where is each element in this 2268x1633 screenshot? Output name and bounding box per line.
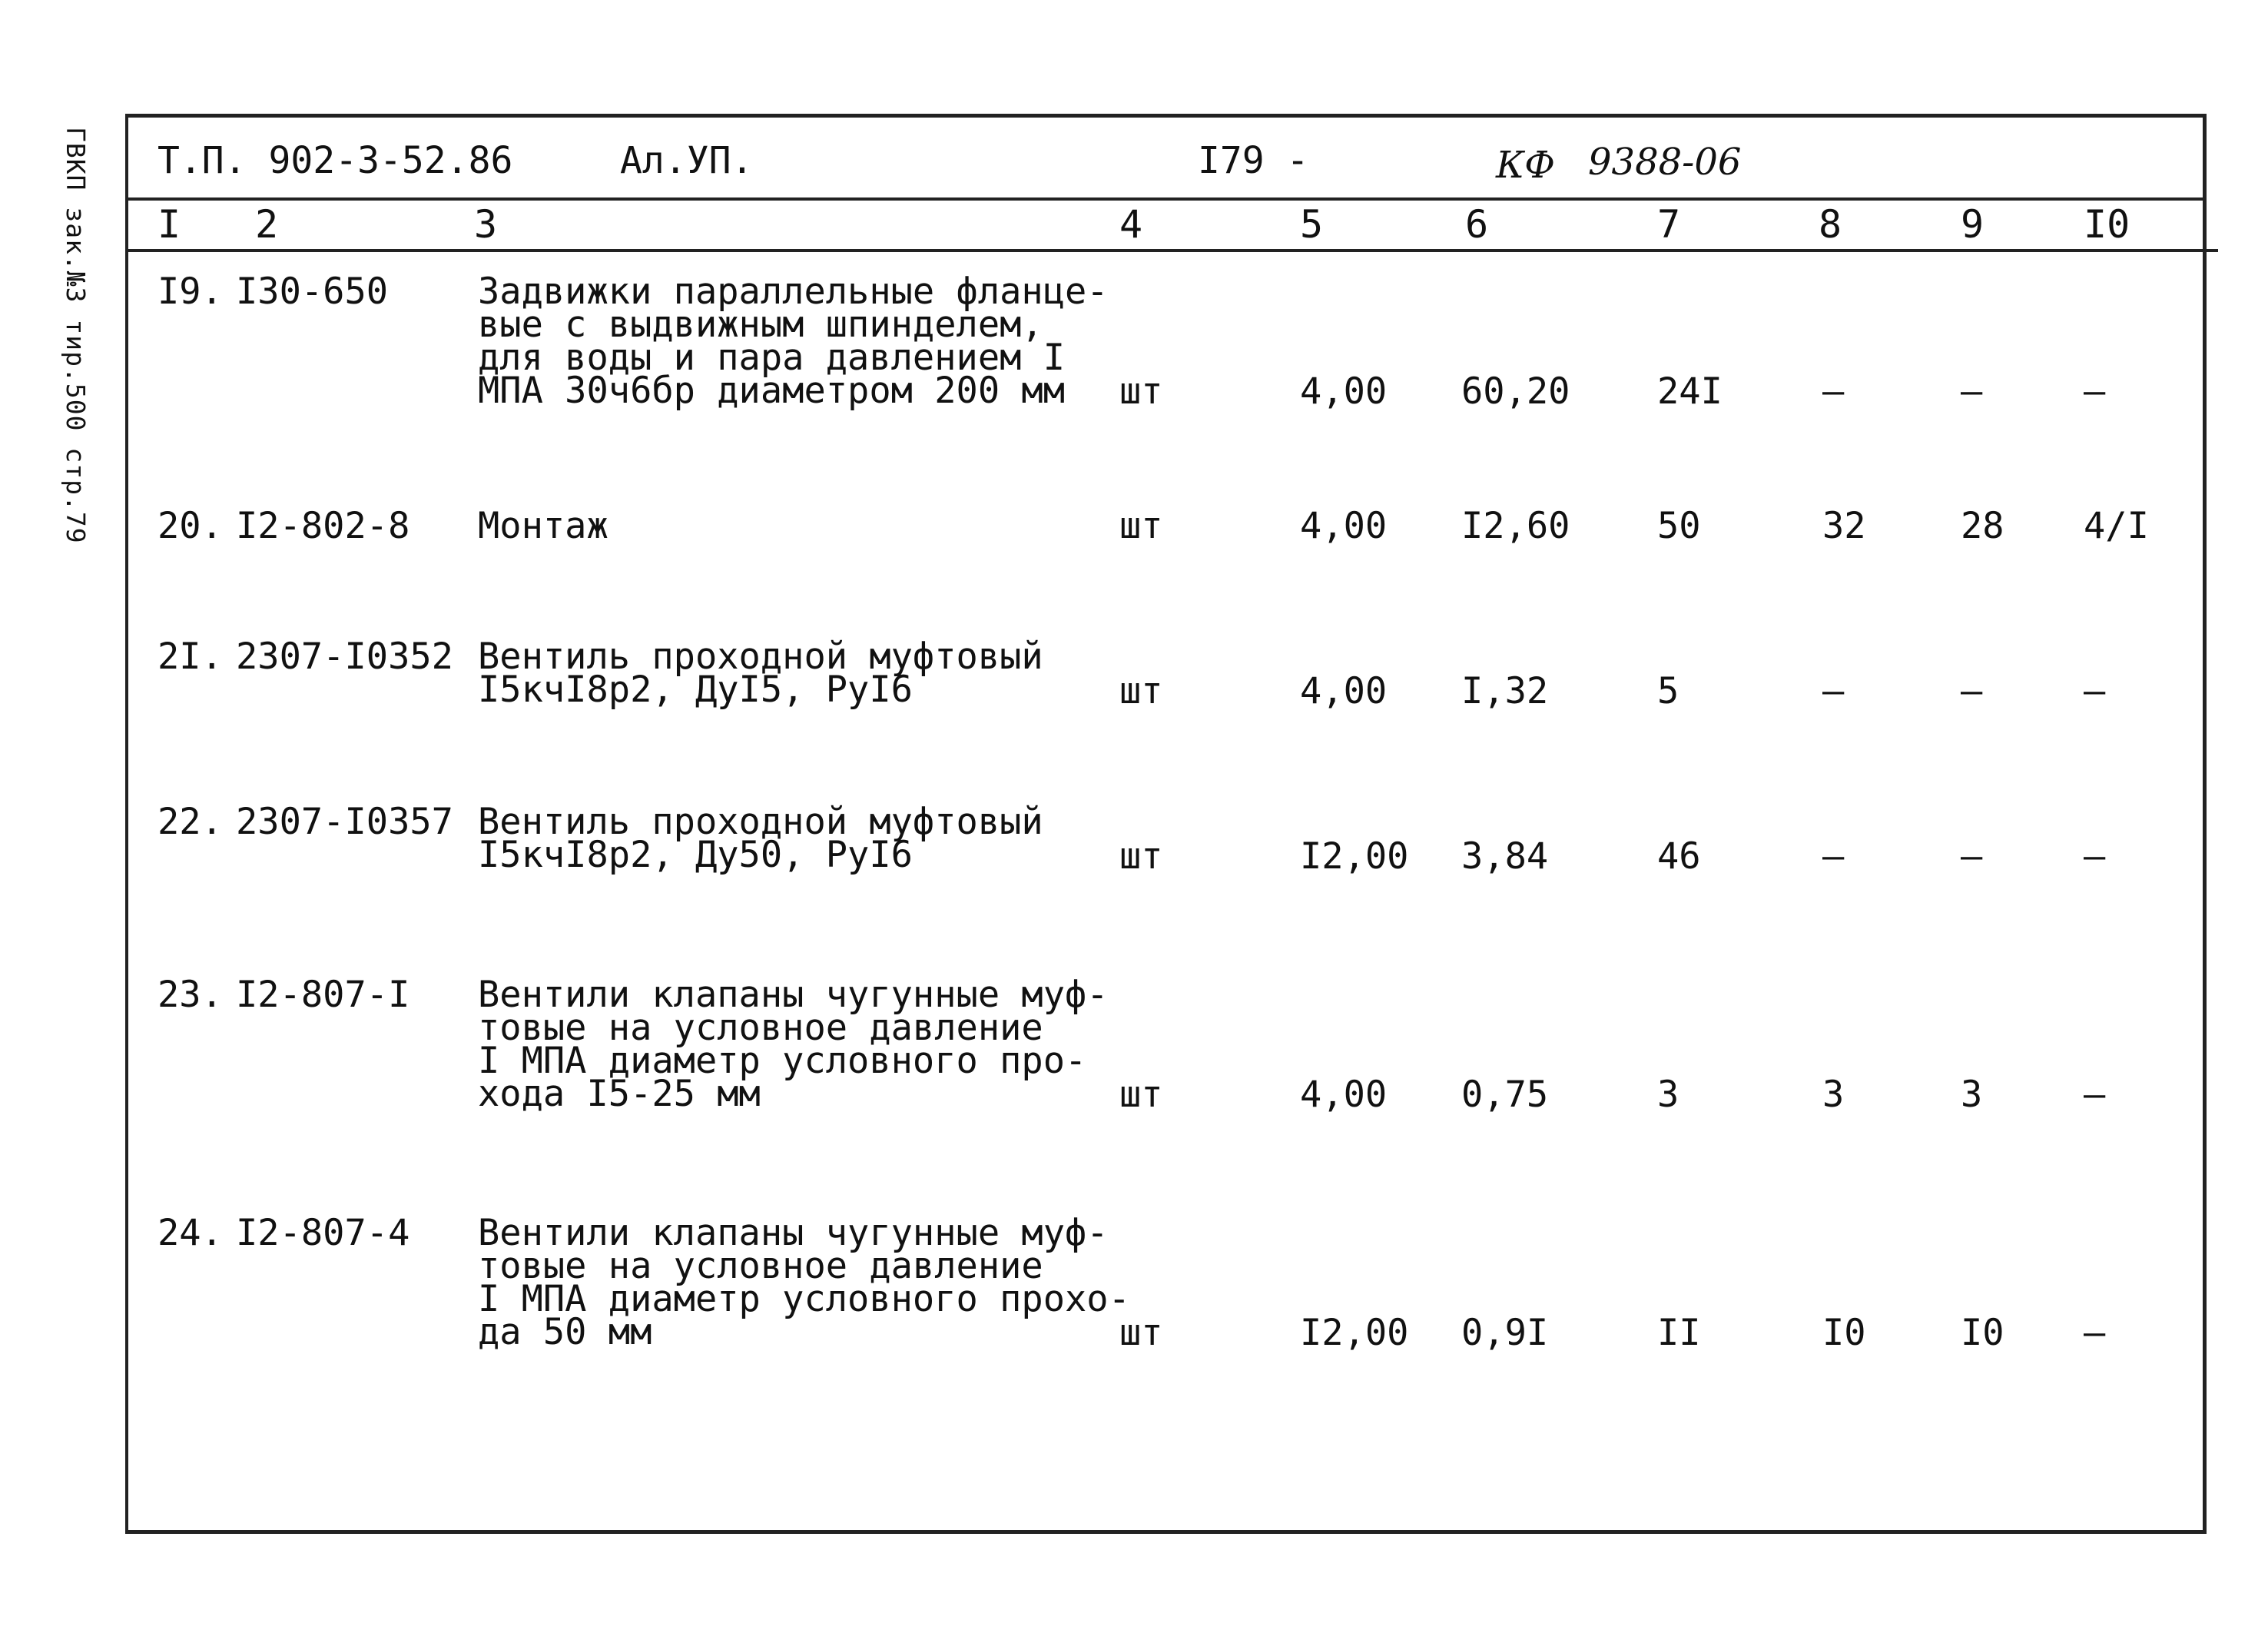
row-col7: 5 bbox=[1657, 670, 1679, 712]
column-number: 5 bbox=[1300, 202, 1324, 247]
row-col10: 4/I bbox=[2084, 505, 2149, 547]
row-quantity: I2,00 bbox=[1300, 1312, 1409, 1354]
column-number: 7 bbox=[1657, 202, 1681, 247]
row-quantity: I2,00 bbox=[1300, 835, 1409, 878]
column-number: 4 bbox=[1119, 202, 1143, 247]
column-header-divider bbox=[128, 249, 2218, 252]
row-col8: – bbox=[1822, 835, 1845, 878]
row-col8: – bbox=[1822, 670, 1845, 712]
row-number: 22. bbox=[158, 801, 223, 843]
row-description: Вентили клапаны чугунные муф- товые на условное давление I МПА диаметр условного прохо- да 50 мм bbox=[478, 1212, 1130, 1353]
row-quantity: 4,00 bbox=[1300, 670, 1388, 712]
page-header bbox=[128, 118, 2203, 198]
row-col10: – bbox=[2084, 1074, 2106, 1116]
header-divider bbox=[128, 197, 2203, 201]
stamp-prefix: КФ bbox=[1496, 144, 1555, 187]
row-description: Вентиль проходной муфтовый I5кчI8р2, ДуI5, РуI6 bbox=[478, 636, 1043, 711]
row-code: I2-807-I bbox=[236, 974, 410, 1016]
document-code: Т.П. 902-3-52.86 bbox=[158, 139, 513, 182]
row-unit: шт bbox=[1119, 370, 1163, 413]
column-number: 9 bbox=[1961, 202, 1984, 247]
column-number: 8 bbox=[1819, 202, 1842, 247]
row-col9: 28 bbox=[1961, 505, 2004, 547]
row-col8: – bbox=[1822, 370, 1845, 413]
row-quantity: 4,00 bbox=[1300, 370, 1388, 413]
row-col6: 0,9I bbox=[1461, 1312, 1549, 1354]
row-unit: шт bbox=[1119, 835, 1163, 878]
page-number: I79 - bbox=[1198, 139, 1309, 182]
row-col7: II bbox=[1657, 1312, 1701, 1354]
row-number: I9. bbox=[158, 271, 223, 313]
row-code: I2-802-8 bbox=[236, 505, 410, 547]
row-unit: шт bbox=[1119, 1312, 1163, 1354]
row-number: 2I. bbox=[158, 636, 223, 678]
row-number: 24. bbox=[158, 1212, 223, 1254]
row-col6: 60,20 bbox=[1461, 370, 1570, 413]
row-code: 2307-I0352 bbox=[236, 636, 453, 678]
document-frame bbox=[125, 114, 2207, 1534]
row-col10: – bbox=[2084, 670, 2106, 712]
row-col6: 0,75 bbox=[1461, 1074, 1549, 1116]
row-code: I30-650 bbox=[236, 271, 389, 313]
row-col6: 3,84 bbox=[1461, 835, 1549, 878]
column-number: I bbox=[158, 202, 181, 247]
row-unit: шт bbox=[1119, 505, 1163, 547]
row-col9: – bbox=[1961, 835, 1983, 878]
row-col8: I0 bbox=[1822, 1312, 1866, 1354]
row-number: 20. bbox=[158, 505, 223, 547]
stamp-number: 9388-06 bbox=[1588, 141, 1742, 184]
row-description: Вентиль проходной муфтовый I5кчI8р2, Ду50, РуI6 bbox=[478, 801, 1043, 876]
row-description: Вентили клапаны чугунные муф- товые на условное давление I МПА диаметр условного про- хода I5-25 мм bbox=[478, 974, 1109, 1115]
row-col7: 3 bbox=[1657, 1074, 1679, 1116]
row-col6: I2,60 bbox=[1461, 505, 1570, 547]
row-col10: – bbox=[2084, 370, 2106, 413]
row-col9: – bbox=[1961, 370, 1983, 413]
row-unit: шт bbox=[1119, 670, 1163, 712]
row-code: 2307-I0357 bbox=[236, 801, 453, 843]
column-number-row bbox=[128, 202, 2203, 248]
row-col10: – bbox=[2084, 835, 2106, 878]
row-col7: 46 bbox=[1657, 835, 1701, 878]
side-print-stamp: ГВКП зак.№3 тир.500 стр.79 bbox=[61, 127, 91, 544]
row-unit: шт bbox=[1119, 1074, 1163, 1116]
row-col7: 24I bbox=[1657, 370, 1723, 413]
row-col6: I,32 bbox=[1461, 670, 1549, 712]
column-number: 3 bbox=[474, 202, 498, 247]
row-description: Задвижки параллельные фланце- вые с выдвижным шпинделем, для воды и пара давлением I МПА 30ч6бр диаметром 200 мм bbox=[478, 271, 1109, 412]
row-quantity: 4,00 bbox=[1300, 505, 1388, 547]
row-quantity: 4,00 bbox=[1300, 1074, 1388, 1116]
album-label: Ал.УП. bbox=[620, 139, 754, 182]
column-number: 2 bbox=[255, 202, 279, 247]
row-col8: 32 bbox=[1822, 505, 1866, 547]
row-number: 23. bbox=[158, 974, 223, 1016]
column-number: I0 bbox=[2084, 202, 2130, 247]
row-col10: – bbox=[2084, 1312, 2106, 1354]
row-col9: 3 bbox=[1961, 1074, 1983, 1116]
row-col7: 50 bbox=[1657, 505, 1701, 547]
column-number: 6 bbox=[1465, 202, 1489, 247]
row-code: I2-807-4 bbox=[236, 1212, 410, 1254]
row-description: Монтаж bbox=[478, 505, 608, 547]
row-col9: I0 bbox=[1961, 1312, 2004, 1354]
row-col8: 3 bbox=[1822, 1074, 1845, 1116]
row-col9: – bbox=[1961, 670, 1983, 712]
